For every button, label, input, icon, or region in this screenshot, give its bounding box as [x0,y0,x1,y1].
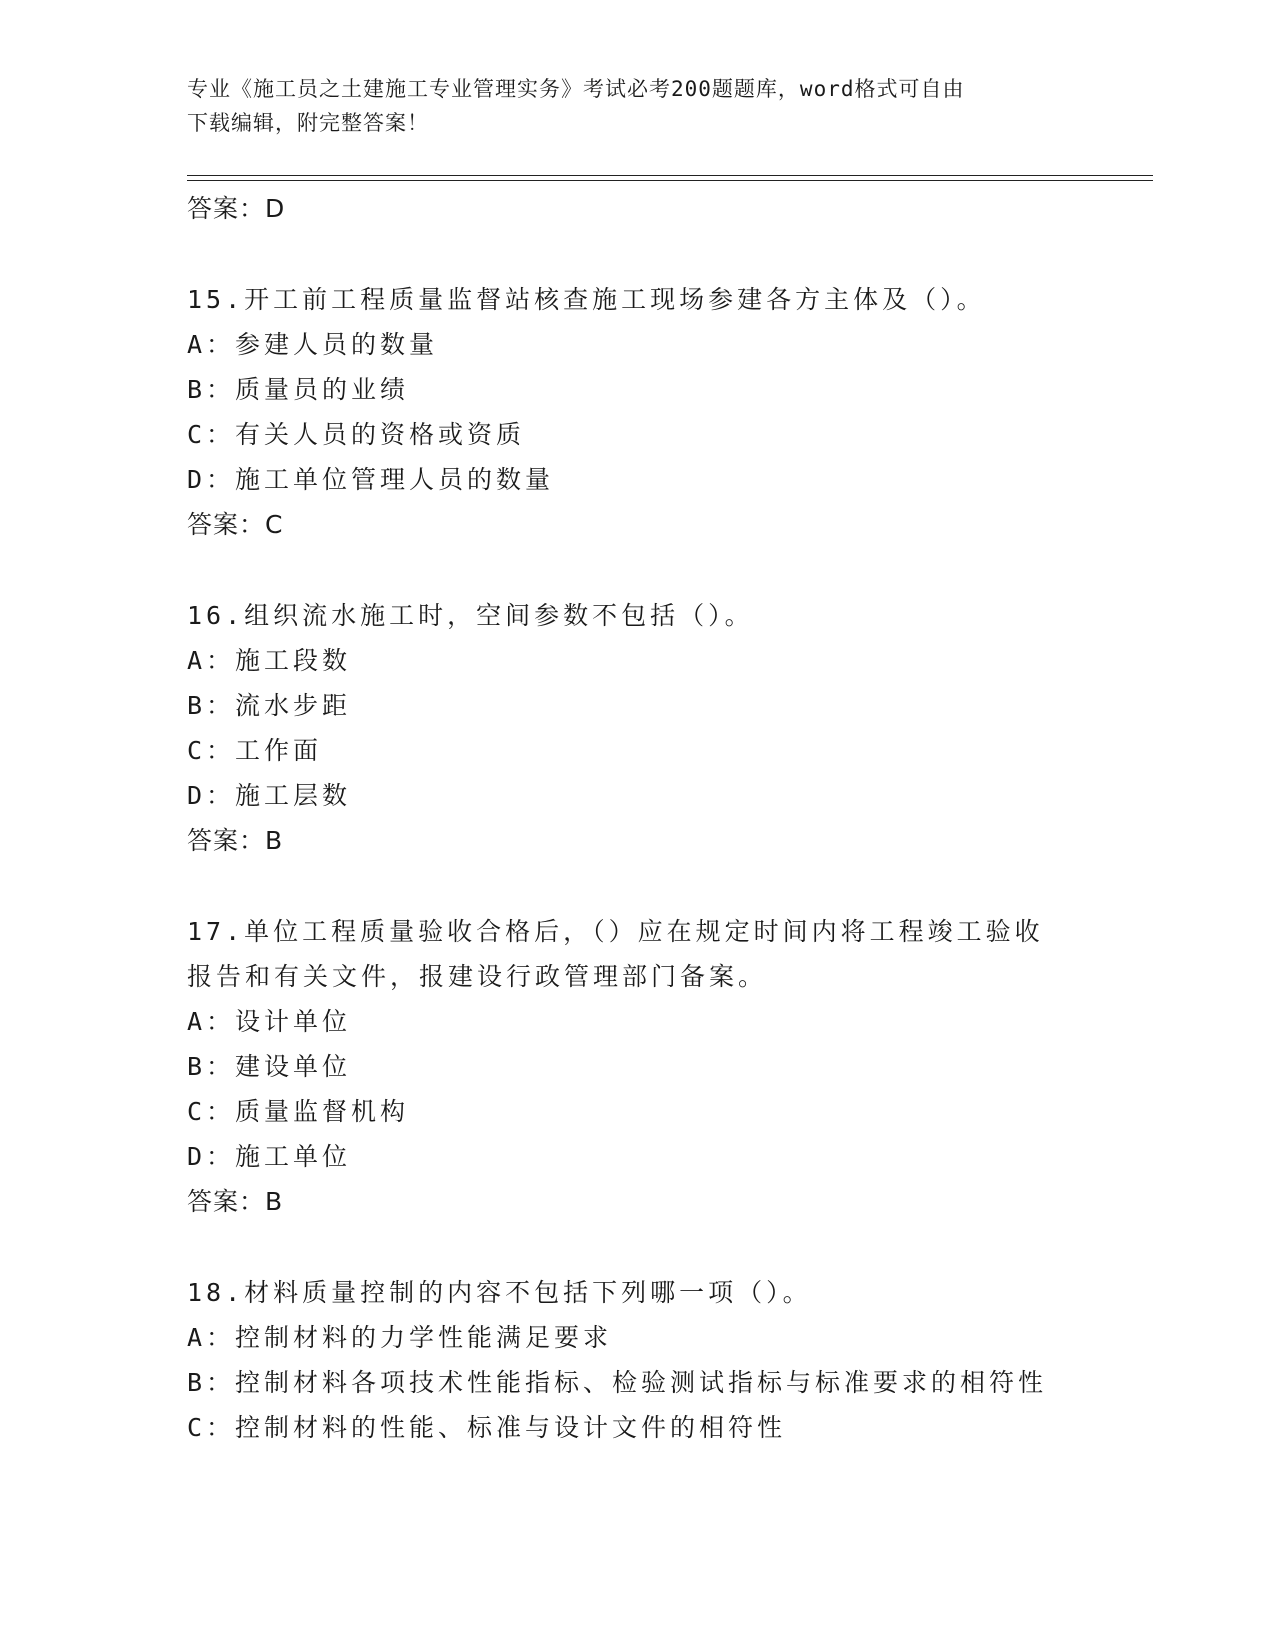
option-a: A：施工段数 [187,646,352,675]
answer-line: 答案：D [187,194,286,223]
question-block [187,593,1087,863]
answer-line: 答案：B [187,826,284,855]
document-body [187,186,1087,1450]
question-stem: 15.开工前工程质量监督站核查施工现场参建各方主体及（）。 [187,285,986,314]
question-block [187,909,1087,1224]
option-a: A：设计单位 [187,1007,352,1036]
header-rule-bottom [187,180,1153,181]
option-b: B：控制材料各项技术性能指标、检验测试指标与标准要求的相符性 [187,1368,1048,1397]
header-line-1: 专业《施工员之土建施工专业管理实务》考试必考200题题库，word格式可自由 [187,77,965,101]
option-c: C：质量监督机构 [187,1097,410,1126]
question-block [187,277,1087,547]
option-c: C：工作面 [187,736,323,765]
option-b: B：质量员的业绩 [187,375,410,404]
header-line-2: 下载编辑，附完整答案！ [187,111,429,135]
option-c: C：有关人员的资格或资质 [187,420,526,449]
question-block [187,1270,1087,1450]
spacer [187,547,1087,593]
answer-line: 答案：C [187,510,284,539]
spacer [187,231,1087,277]
option-d: D：施工单位管理人员的数量 [187,465,555,494]
answer-line: 答案：B [187,1187,284,1216]
spacer [187,1224,1087,1270]
header-rule-top [187,175,1153,176]
option-b: B：建设单位 [187,1052,352,1081]
option-c: C：控制材料的性能、标准与设计文件的相符性 [187,1413,787,1442]
option-b: B：流水步距 [187,691,352,720]
question-stem: 17.单位工程质量验收合格后，（）应在规定时间内将工程竣工验收报告和有关文件，报建设行政管理部门备案。 [187,917,1044,991]
option-a: A：参建人员的数量 [187,330,439,359]
question-stem: 16.组织流水施工时，空间参数不包括（）。 [187,601,754,630]
document-header [187,72,1067,140]
option-a: A：控制材料的力学性能满足要求 [187,1323,613,1352]
option-d: D：施工单位 [187,1142,352,1171]
option-d: D：施工层数 [187,781,352,810]
spacer [187,863,1087,909]
question-stem: 18.材料质量控制的内容不包括下列哪一项（）。 [187,1278,812,1307]
